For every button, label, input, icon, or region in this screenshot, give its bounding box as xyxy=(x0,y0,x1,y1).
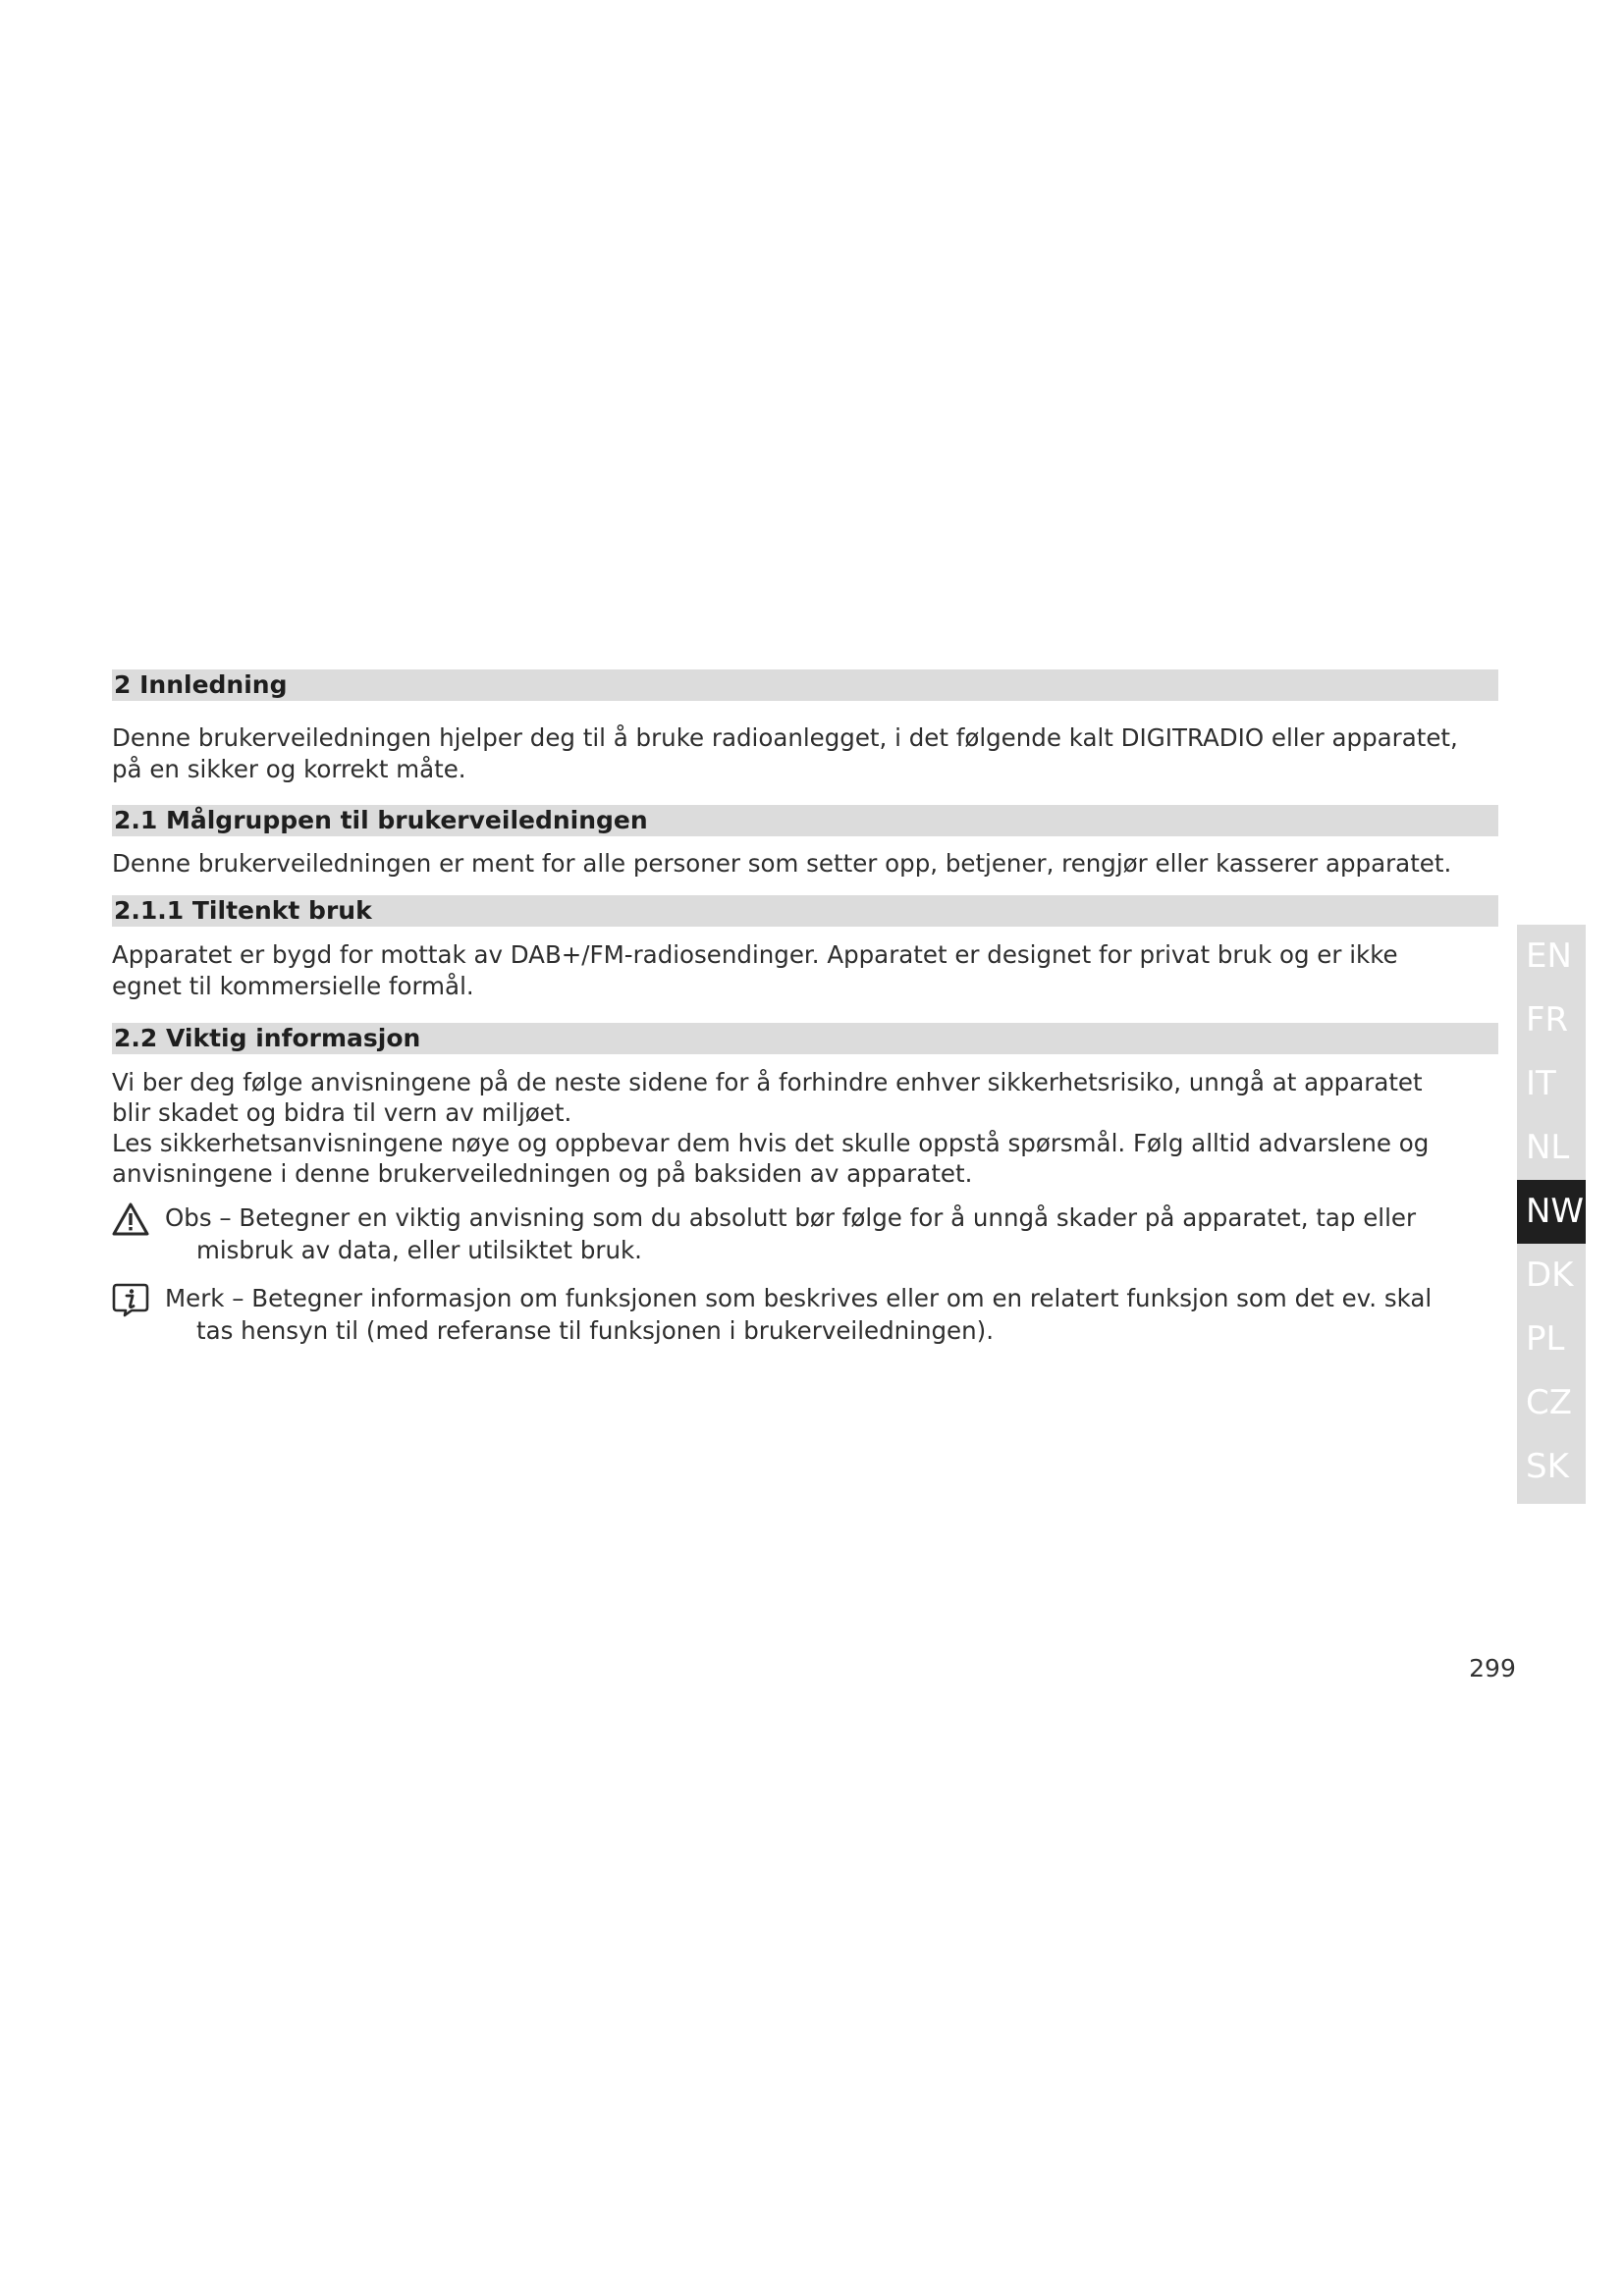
language-tab-pl[interactable]: PL xyxy=(1526,1319,1565,1359)
language-tab-sk[interactable]: SK xyxy=(1526,1447,1569,1486)
note-merk xyxy=(112,1282,1498,1347)
text-line: Vi ber deg følge anvisningene på de neste sidene for å forhindre enhver sikkerhetsrisiko, unngå at apparatet xyxy=(112,1068,1423,1096)
text-line: Les sikkerhetsanvisningene nøye og oppbevar dem hvis det skulle oppstå spørsmål. Følg alltid advarslene og xyxy=(112,1129,1430,1157)
note-merk-line: tas hensyn til (med referanse til funksjonen i brukerveiledningen). xyxy=(196,1316,995,1345)
language-tab-nl[interactable]: NL xyxy=(1526,1128,1570,1167)
note-obs xyxy=(112,1201,1498,1266)
info-icon xyxy=(112,1282,149,1317)
note-obs-line: misbruk av data, eller utilsiktet bruk. xyxy=(196,1236,642,1264)
text-line: blir skadet og bidra til vern av miljøet. xyxy=(112,1098,572,1127)
language-tab-en[interactable]: EN xyxy=(1526,936,1572,976)
language-tab-it[interactable]: IT xyxy=(1526,1064,1556,1103)
paragraph-tiltenkt-bruk xyxy=(112,939,1498,1002)
warning-triangle-icon xyxy=(112,1201,149,1237)
paragraph-innledning xyxy=(112,722,1498,785)
language-tab-dk[interactable]: DK xyxy=(1526,1255,1574,1295)
page-number: 299 xyxy=(1469,1654,1516,1682)
text-line: anvisningene i denne brukerveiledningen og på baksiden av apparatet. xyxy=(112,1159,973,1188)
heading-innledning: 2 Innledning xyxy=(112,669,1498,701)
language-tab-fr[interactable]: FR xyxy=(1526,1000,1569,1040)
paragraph-malgruppen xyxy=(112,848,1498,880)
text-line: Denne brukerveiledningen er ment for alle personer som setter opp, betjener, rengjør eller kasserer apparatet. xyxy=(112,849,1452,878)
heading-viktig-informasjon: 2.2 Viktig informasjon xyxy=(112,1023,1498,1054)
language-tab-nw[interactable]: NW xyxy=(1517,1180,1586,1244)
language-tab-cz[interactable]: CZ xyxy=(1526,1383,1573,1422)
text-line: egnet til kommersielle formål. xyxy=(112,972,474,1000)
text-line: Apparatet er bygd for mottak av DAB+/FM-radiosendinger. Apparatet er designet for privat bruk og er ikke xyxy=(112,940,1398,969)
language-tab-bar xyxy=(1517,925,1586,1504)
text-line: Denne brukerveiledningen hjelper deg til å bruke radioanlegget, i det følgende kalt DIGITRADIO eller apparatet, xyxy=(112,723,1458,752)
paragraph-viktig-informasjon xyxy=(112,1067,1498,1189)
text-line: på en sikker og korrekt måte. xyxy=(112,755,466,783)
note-obs-line: Obs – Betegner en viktig anvisning som du absolutt bør følge for å unngå skader på apparatet, tap eller xyxy=(165,1203,1417,1232)
heading-tiltenkt-bruk: 2.1.1 Tiltenkt bruk xyxy=(112,895,1498,927)
heading-malgruppen: 2.1 Målgruppen til brukerveiledningen xyxy=(112,805,1498,836)
note-merk-line: Merk – Betegner informasjon om funksjonen som beskrives eller om en relatert funksjon som det ev. skal xyxy=(165,1284,1433,1312)
